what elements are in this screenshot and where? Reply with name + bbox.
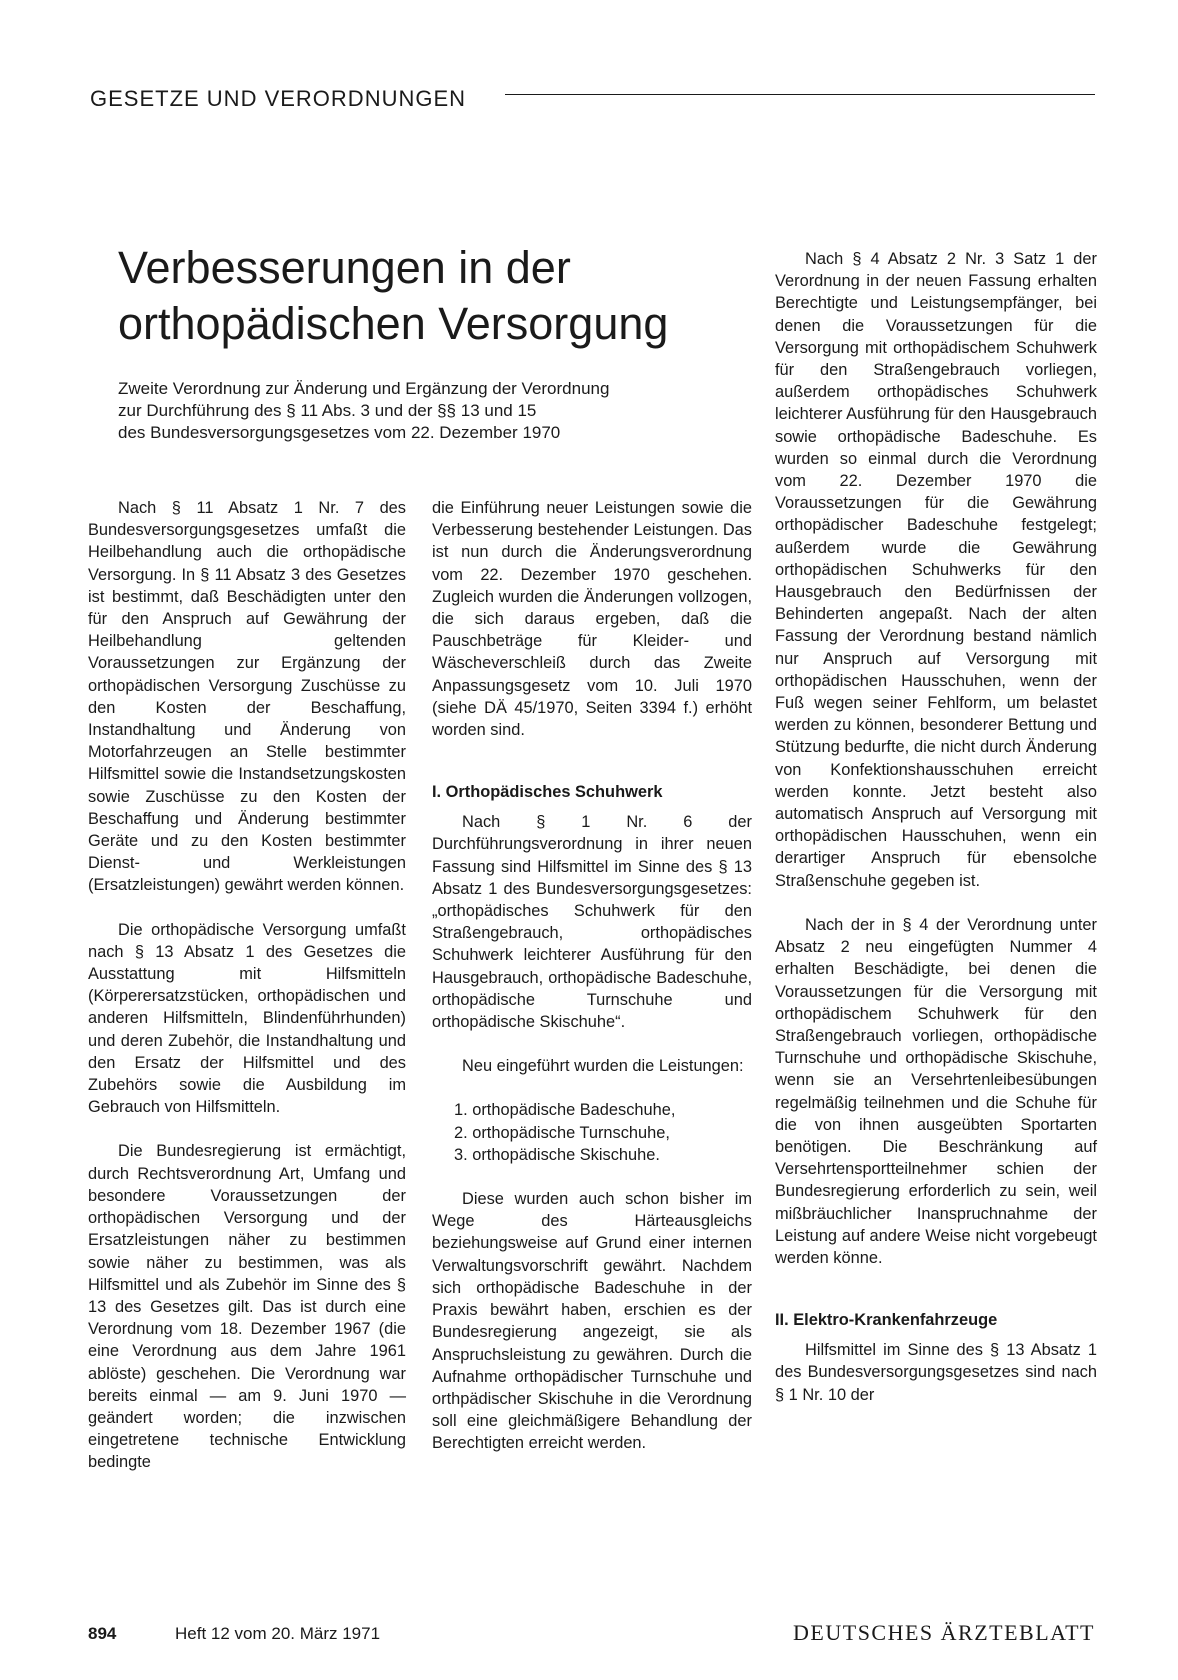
paragraph: Die Bundesregierung ist ermächtigt, durch Rechtsverordnung Art, Umfang und besondere Voraussetzungen der orthopädischen Versorgung und der Ersatzleistungen näher zu bestimmen sowie näher zu bestimmen, was als Hilfsmittel und als Zubehör im Sinne des § 13 des Gesetzes gilt. Das ist durch eine Verordnung vom 18. Dezember 1967 (die eine Verordnung aus dem Jahre 1961 ablöste) geschehen. Die Verordnung war bereits einmal — am 9. Juni 1970 — geändert worden; die inzwischen eingetretene technische Entwicklung bedingte (88, 1142, 406, 1472)
list-item: 3. orthopädische Skischuhe. (454, 1145, 660, 1164)
issue-info: Heft 12 vom 20. März 1971 (175, 1624, 381, 1643)
section-heading-electric-vehicles: II. Elektro-Krankenfahrzeuge (775, 1311, 998, 1330)
paragraph: Neu eingeführt wurden die Leistungen: (462, 1057, 744, 1076)
paragraph: die Einführung neuer Leistungen sowie die Verbesserung bestehender Leistungen. Das ist nun durch die Änderungsverordnung vom 22. Dezember 1970 geschehen. Zugleich wurden die Änderungen vollzogen, die sich daraus ergeben, daß die Pauschbeträge für Kleider- und Wäscheverschleiß durch das Zweite Anpassungsgesetz vom 10. Juli 1970 (siehe DÄ 45/1970, Seiten 3394 f.) erhöht worden sind. (432, 499, 752, 740)
subtitle-line: des Bundesversorgungsgesetzes vom 22. Dezember 1970 (118, 423, 561, 442)
article-title (118, 240, 738, 352)
section-heading-orthopaedic-shoes: I. Orthopädisches Schuhwerk (432, 783, 663, 802)
paragraph: Hilfsmittel im Sinne des § 13 Absatz 1 des Bundesversorgungsgesetzes sind nach § 1 Nr. 10 der (775, 1341, 1097, 1404)
paragraph: Die orthopädische Versorgung umfaßt nach § 13 Absatz 1 des Gesetzes die Ausstattung mit Hilfsmitteln (Körperersatzstücken, orthopädischen und anderen Hilfsmitteln, Blindenführhunden) und deren Zubehör, die Instandhaltung und den Ersatz der Hilfsmittel und des Zubehörs sowie die Ausbildung im Gebrauch von Hilfsmitteln. (88, 920, 406, 1117)
paragraph: Nach der in § 4 der Verordnung unter Absatz 2 neu eingefügten Nummer 4 erhalten Beschädigte, bei denen die Voraussetzungen für die Versorgung mit orthopädischem Schuhwerk für den Straßengebrauch vorliegen, orthopädische Turnschuhe und orthopädische Skischuhe, wenn sie an Versehrtenleibesübungen regelmäßig teilnehmen und die Schuhe für die von ihnen ausgeübten Sportarten benötigen. Die Beschränkung auf Versehrtensportteilnehmer schien der Bundesregierung erforderlich zu sein, weil mißbräuchlicher Inanspruchnahme der Leistung auf andere Weise nicht vorgebeugt werden könne. (775, 915, 1097, 1267)
section-header: GESETZE UND VERORDNUNGEN (90, 86, 467, 111)
list-item: 1. orthopädische Badeschuhe, (454, 1101, 676, 1120)
list-item: 2. orthopädische Turnschuhe, (454, 1123, 670, 1142)
subtitle-line: zur Durchführung des § 11 Abs. 3 und der §§ 13 und 15 (118, 401, 537, 420)
column-2 (432, 497, 752, 1455)
benefits-list (432, 1099, 752, 1166)
column-1 (88, 497, 406, 1474)
paragraph: Nach § 11 Absatz 1 Nr. 7 des Bundesversorgungsgesetzes umfaßt die Heilbehandlung auch die orthopädische Versorgung. In § 11 Absatz 3 des Gesetzes ist bestimmt, daß Beschädigten unter den für den Anspruch auf Gewährung der Heilbehandlung geltenden Voraussetzungen zur Ergänzung der orthopädischen Versorgung Zuschüsse zu den Kosten der Beschaffung, Instandhaltung und Änderung von Motorfahrzeugen an Stelle bestimmter Hilfsmittel sowie die Instandsetzungskosten sowie Zuschüsse zu den Kosten der Beschaffung und Änderung bestimmter Geräte und zu den Kosten bestimmter Dienst- und Werkleistungen (Ersatzleistungen) gewährt werden können. (88, 499, 406, 895)
column-3 (775, 248, 1097, 1406)
paragraph: Diese wurden auch schon bisher im Wege des Härteausgleichs beziehungsweise auf Grund einer internen Verwaltungsvorschrift gewährt. Nachdem sich orthopädische Badeschuhe in der Praxis bewährt haben, erschien es der Bundesregierung angezeigt, sie als Anspruchsleistung zu gewähren. Durch die Aufnahme orthopädischer Turnschuhe und orthpädischer Skischuhe in die Verordnung soll eine gleichmäßigere Behandlung der Berechtigten erreicht werden. (432, 1190, 752, 1453)
header-rule (505, 94, 1095, 95)
journal-name: DEUTSCHES ÄRZTEBLATT (793, 1620, 1095, 1645)
paragraph: Nach § 4 Absatz 2 Nr. 3 Satz 1 der Verordnung in der neuen Fassung erhalten Berechtigte und Leistungsempfänger, bei denen die Voraussetzungen für die Versorgung mit orthopädischem Schuhwerk für den Straßengebrauch vorliegen, außerdem orthopädisches Schuhwerk leichterer Ausführung für den Hausgebrauch sowie orthopädische Badeschuhe. Es wurden so einmal durch die Verordnung vom 22. Dezember 1970 die Voraussetzungen für die Gewährung orthopädischer Badeschuhe festgelegt; außerdem wurde die Gewährung orthopädischen Schuhwerks für den Hausgebrauch den Bedürfnissen der Behinderten angepaßt. Nach der alten Fassung der Verordnung bestand nämlich nur Anspruch auf Versorgung mit orthopädischen Hausschuhen, wenn der Fuß wegen seiner Fehlform, um belastet werden zu können, besonderer Bettung und Stützung bedurfte, die nicht durch Änderung von Konfektionshausschuhen erreicht werden konnte. Jetzt besteht also automatisch Anspruch auf Versorgung mit orthopädischen Hausschuhen, wenn ein derartiger Anspruch für ebensolche Straßenschuhe gegeben ist. (775, 250, 1097, 890)
subtitle-line: Zweite Verordnung zur Änderung und Ergänzung der Verordnung (118, 379, 610, 398)
article-title-line-2: orthopädischen Versorgung (118, 298, 669, 349)
article-subtitle (118, 378, 738, 444)
paragraph: Nach § 1 Nr. 6 der Durchführungsverordnung in ihrer neuen Fassung sind Hilfsmittel im Sinne des § 13 Absatz 1 des Bundesversorgungsgesetzes: „orthopädisches Schuhwerk für den Straßengebrauch, orthopädisches Schuhwerk leichterer Ausführung für den Hausgebrauch, orthopädische Badeschuhe, orthopädische Turnschuhe und orthopädische Skischuhe“. (432, 813, 752, 1032)
page-number: 894 (88, 1624, 117, 1643)
article-title-line-1: Verbesserungen in der (118, 242, 571, 293)
